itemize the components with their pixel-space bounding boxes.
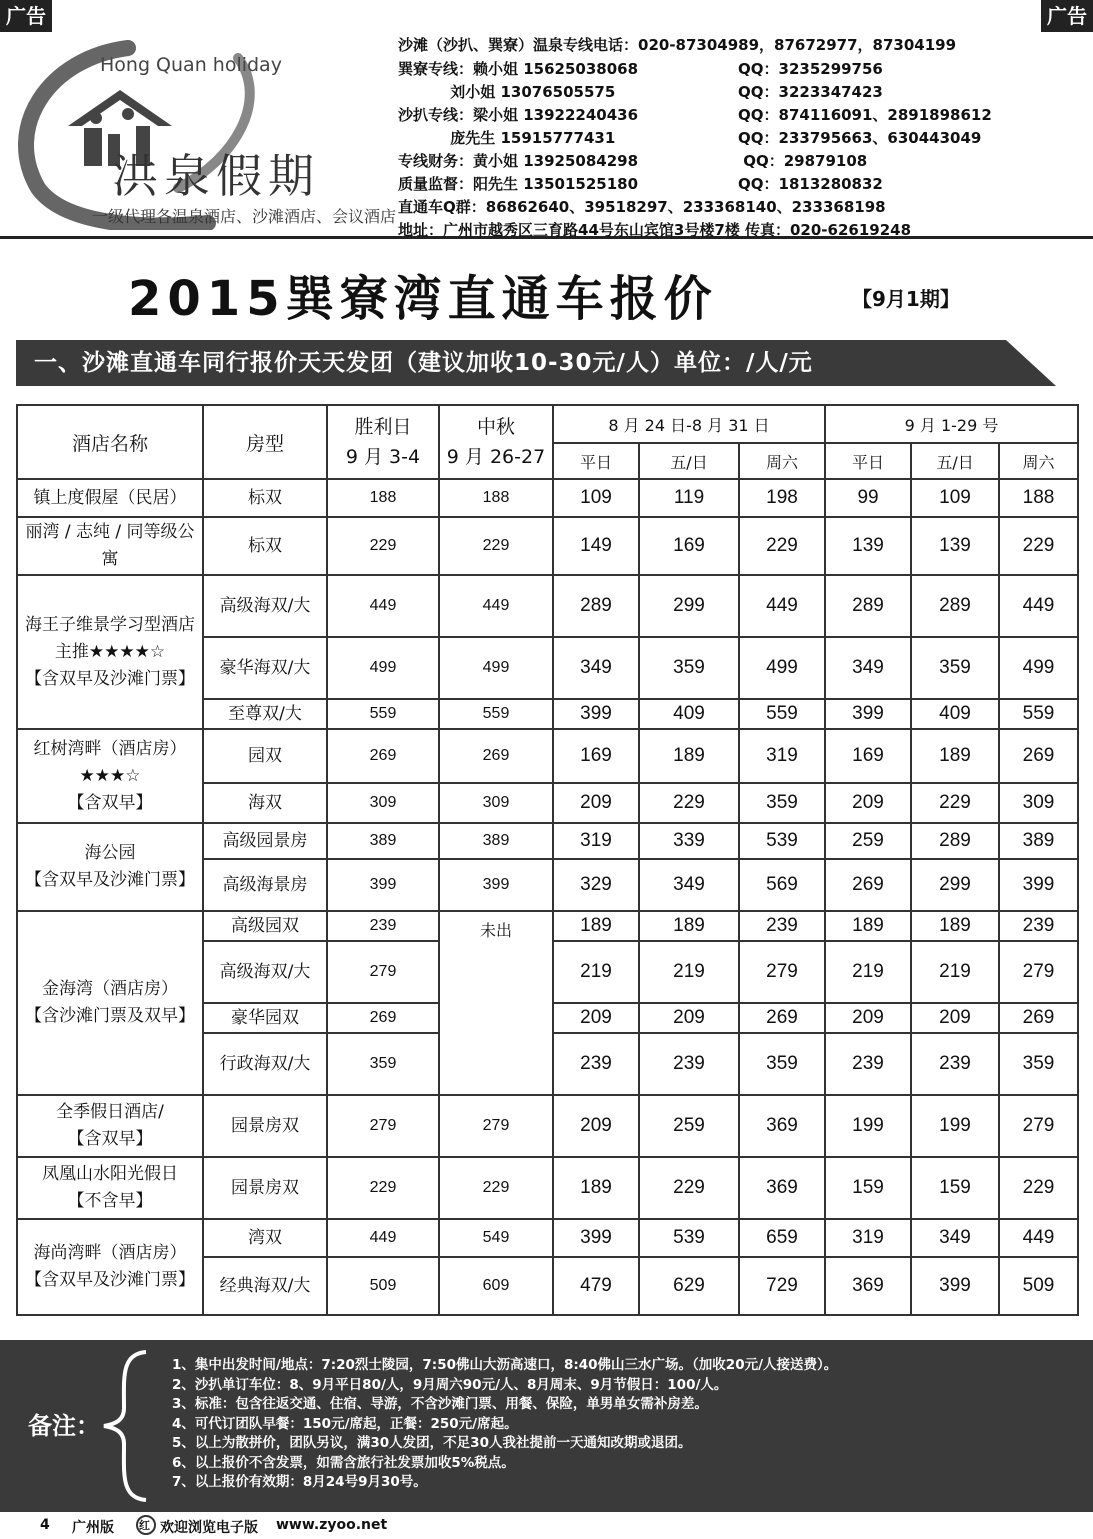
- price-aug-weekday: 189: [553, 1157, 639, 1219]
- price-sep-sat: 269: [999, 729, 1078, 783]
- price-sep-sat: 399: [999, 859, 1078, 911]
- title-main: 2015巽寮湾直通车报价: [128, 271, 718, 327]
- section-title: 一、沙滩直通车同行报价天天发团（建议加收10-30元/人）单位：/人/元: [34, 350, 813, 376]
- price-sep-frisun: 189: [911, 729, 999, 783]
- contact-line: 沙扒专线：梁小姐 13922240436: [398, 106, 639, 124]
- price-sep-sat: 449: [999, 1219, 1078, 1257]
- price-victory: 229: [327, 517, 439, 575]
- price-midautumn: 559: [439, 699, 553, 729]
- room-type: 高级园景房: [203, 823, 327, 859]
- contact-line: 沙滩（沙扒、巽寮）温泉专线电话：020-87304989，87672977，87304199: [398, 36, 957, 54]
- price-midautumn: 未出: [439, 911, 553, 1095]
- price-sep-weekday: 209: [825, 1003, 911, 1033]
- price-aug-sat: 449: [739, 575, 825, 637]
- table-row: [17, 575, 1078, 637]
- price-aug-weekday: 149: [553, 517, 639, 575]
- header-period-sep: 9 月 1-29 号: [825, 405, 1078, 443]
- hotel-name: 全季假日酒店/ 【含双早】: [17, 1095, 203, 1157]
- price-sep-weekday: 169: [825, 729, 911, 783]
- hotel-name: 红树湾畔（酒店房） ★★★☆ 【含双早】: [17, 729, 203, 823]
- price-aug-sat: 569: [739, 859, 825, 911]
- price-aug-sat: 729: [739, 1257, 825, 1315]
- room-type: 高级海双/大: [203, 575, 327, 637]
- contact-qq: QQ：1813280832: [738, 175, 883, 193]
- price-sep-weekday: 289: [825, 575, 911, 637]
- price-sep-sat: 188: [999, 479, 1078, 517]
- price-victory: 509: [327, 1257, 439, 1315]
- header-aug-sat: 周六: [739, 443, 825, 479]
- price-victory: 499: [327, 637, 439, 699]
- note-line: 6、以上报价不含发票，如需含旅行社发票加收5%税点。: [172, 1454, 515, 1471]
- notes-panel: [0, 1340, 1093, 1512]
- price-victory: 449: [327, 1219, 439, 1257]
- price-sep-sat: 559: [999, 699, 1078, 729]
- room-type: 园景房双: [203, 1157, 327, 1219]
- contact-qq: QQ：874116091、2891898612: [738, 106, 992, 124]
- price-aug-weekday: 169: [553, 729, 639, 783]
- price-aug-weekday: 329: [553, 859, 639, 911]
- price-sep-frisun: 359: [911, 637, 999, 699]
- price-aug-weekday: 399: [553, 1219, 639, 1257]
- page-footer: [0, 1512, 1093, 1538]
- brand-logo: [8, 38, 397, 230]
- room-type: 海双: [203, 783, 327, 823]
- price-aug-weekday: 209: [553, 783, 639, 823]
- price-sep-sat: 269: [999, 1003, 1078, 1033]
- price-aug-weekday: 189: [553, 911, 639, 941]
- price-aug-frisun: 359: [639, 637, 739, 699]
- price-victory: 359: [327, 1033, 439, 1095]
- price-aug-weekday: 209: [553, 1095, 639, 1157]
- header-sep-frisun: 五/日: [911, 443, 999, 479]
- room-type: 高级海双/大: [203, 941, 327, 1003]
- price-midautumn: 309: [439, 783, 553, 823]
- price-aug-sat: 369: [739, 1095, 825, 1157]
- note-line: 7、以上报价有效期：8月24号9月30号。: [172, 1474, 427, 1490]
- price-sep-frisun: 239: [911, 1033, 999, 1095]
- price-aug-frisun: 229: [639, 1157, 739, 1219]
- table-row: [17, 1219, 1078, 1257]
- price-aug-weekday: 239: [553, 1033, 639, 1095]
- price-aug-weekday: 109: [553, 479, 639, 517]
- price-aug-sat: 198: [739, 479, 825, 517]
- header-room: 房型: [203, 405, 327, 479]
- price-sep-frisun: 349: [911, 1219, 999, 1257]
- header-period-aug: 8 月 24 日-8 月 31 日: [553, 405, 825, 443]
- price-aug-sat: 239: [739, 911, 825, 941]
- header-midautumn-date: 9 月 26-27: [446, 446, 546, 468]
- price-sep-weekday: 219: [825, 941, 911, 1003]
- price-victory: 399: [327, 859, 439, 911]
- table-row: [17, 911, 1078, 941]
- contact-qq: QQ：3235299756: [738, 60, 883, 78]
- price-aug-frisun: 349: [639, 859, 739, 911]
- price-aug-frisun: 539: [639, 1219, 739, 1257]
- price-midautumn: 499: [439, 637, 553, 699]
- price-victory: 309: [327, 783, 439, 823]
- room-type: 园双: [203, 729, 327, 783]
- price-sep-weekday: 189: [825, 911, 911, 941]
- price-midautumn: 188: [439, 479, 553, 517]
- price-sep-weekday: 319: [825, 1219, 911, 1257]
- header-midautumn: [439, 405, 553, 479]
- price-sep-sat: 279: [999, 1095, 1078, 1157]
- price-aug-frisun: 339: [639, 823, 739, 859]
- price-sep-sat: 509: [999, 1257, 1078, 1315]
- price-sep-frisun: 209: [911, 1003, 999, 1033]
- header-aug-frisun: 五/日: [639, 443, 739, 479]
- price-aug-sat: 319: [739, 729, 825, 783]
- price-victory: 188: [327, 479, 439, 517]
- header-hotel: 酒店名称: [17, 405, 203, 479]
- price-sep-sat: 499: [999, 637, 1078, 699]
- price-aug-sat: 559: [739, 699, 825, 729]
- brand-name-en: Hong Quan holiday: [100, 54, 282, 76]
- room-type: 行政海双/大: [203, 1033, 327, 1095]
- brace-icon: [96, 1348, 156, 1504]
- notes-list: [172, 1356, 837, 1493]
- note-line: 2、沙扒单订车位：8、9月平日80/人，9月周六90元/人、8月周末、9月节假日：100/人。: [172, 1376, 728, 1393]
- contact-qq: QQ：3223347423: [738, 83, 883, 101]
- price-sep-weekday: 99: [825, 479, 911, 517]
- hotel-name: 海王子维景学习型酒店 主推★★★★☆ 【含双早及沙滩门票】: [17, 575, 203, 729]
- note-line: 5、以上为散拼价，团队另议，满30人发团，不足30人我社提前一天通知改期或退团。: [172, 1435, 692, 1451]
- header-victory-date: 9 月 3-4: [345, 446, 421, 468]
- red-badge-icon: [136, 1515, 156, 1539]
- hotel-name: 海尚湾畔（酒店房） 【含双早及沙滩门票】: [17, 1219, 203, 1315]
- brand-name-cn: 洪泉假期: [112, 149, 320, 203]
- price-victory: 239: [327, 911, 439, 941]
- website-link[interactable]: www.zyoo.net: [276, 1517, 388, 1533]
- room-type: 湾双: [203, 1219, 327, 1257]
- contact-line: 地址：广州市越秀区三育路44号东山宾馆3号楼7楼 传真：020-62619248: [398, 221, 912, 239]
- price-aug-sat: 279: [739, 941, 825, 1003]
- hotel-name: 镇上度假屋（民居）: [17, 479, 203, 517]
- price-sep-frisun: 189: [911, 911, 999, 941]
- price-aug-frisun: 229: [639, 783, 739, 823]
- price-sep-sat: 239: [999, 911, 1078, 941]
- header-sep-sat: 周六: [999, 443, 1078, 479]
- room-type: 豪华园双: [203, 1003, 327, 1033]
- red-badge-char: 红: [139, 1519, 150, 1532]
- header-victory: [327, 405, 439, 479]
- price-midautumn: 549: [439, 1219, 553, 1257]
- table-row: [17, 1095, 1078, 1157]
- price-sep-frisun: 409: [911, 699, 999, 729]
- price-sep-frisun: 399: [911, 1257, 999, 1315]
- price-victory: 559: [327, 699, 439, 729]
- price-table: [16, 404, 1079, 1316]
- header-sep-weekday: 平日: [825, 443, 911, 479]
- price-victory: 389: [327, 823, 439, 859]
- section-banner: [16, 340, 1056, 386]
- price-aug-sat: 539: [739, 823, 825, 859]
- price-sep-frisun: 159: [911, 1157, 999, 1219]
- hotel-name: 金海湾（酒店房） 【含沙滩门票及双早】: [17, 911, 203, 1095]
- table-row: [17, 823, 1078, 859]
- price-aug-sat: 229: [739, 517, 825, 575]
- price-aug-weekday: 219: [553, 941, 639, 1003]
- price-sep-sat: 309: [999, 783, 1078, 823]
- price-aug-frisun: 409: [639, 699, 739, 729]
- price-midautumn: 229: [439, 1157, 553, 1219]
- price-sep-sat: 359: [999, 1033, 1078, 1095]
- notes-label: 备注：: [28, 1412, 100, 1440]
- price-aug-frisun: 169: [639, 517, 739, 575]
- price-aug-weekday: 209: [553, 1003, 639, 1033]
- price-aug-frisun: 189: [639, 911, 739, 941]
- price-victory: 229: [327, 1157, 439, 1219]
- header-midautumn-label: 中秋: [476, 416, 515, 438]
- room-type: 标双: [203, 517, 327, 575]
- price-aug-frisun: 219: [639, 941, 739, 1003]
- price-sep-sat: 279: [999, 941, 1078, 1003]
- price-sep-weekday: 209: [825, 783, 911, 823]
- contact-line: 庞先生 15915777431: [398, 129, 616, 147]
- table-row: [17, 517, 1078, 575]
- price-sep-weekday: 239: [825, 1033, 911, 1095]
- header-victory-label: 胜利日: [354, 416, 412, 438]
- price-midautumn: 269: [439, 729, 553, 783]
- price-sep-weekday: 269: [825, 859, 911, 911]
- header-aug-weekday: 平日: [553, 443, 639, 479]
- hotel-name: 海公园 【含双早及沙滩门票】: [17, 823, 203, 911]
- price-midautumn: 399: [439, 859, 553, 911]
- price-aug-frisun: 629: [639, 1257, 739, 1315]
- price-sep-sat: 229: [999, 1157, 1078, 1219]
- price-aug-sat: 499: [739, 637, 825, 699]
- ad-tag-right: 广告: [1041, 0, 1093, 32]
- price-sep-frisun: 289: [911, 823, 999, 859]
- price-sep-frisun: 139: [911, 517, 999, 575]
- price-aug-weekday: 319: [553, 823, 639, 859]
- price-sep-frisun: 219: [911, 941, 999, 1003]
- price-sep-frisun: 229: [911, 783, 999, 823]
- table-row: [17, 729, 1078, 783]
- table-row: [17, 1157, 1078, 1219]
- room-type: 高级海景房: [203, 859, 327, 911]
- brand-slogan: 一级代理各温泉酒店、沙滩酒店、会议酒店: [92, 207, 397, 226]
- price-sep-frisun: 289: [911, 575, 999, 637]
- price-aug-sat: 269: [739, 1003, 825, 1033]
- note-line: 4、可代订团队早餐：150元/席起，正餐：250元/席起。: [172, 1415, 518, 1432]
- hotel-name: 丽湾 / 志纯 / 同等级公寓: [17, 517, 203, 575]
- price-aug-sat: 659: [739, 1219, 825, 1257]
- page-title: [0, 268, 1093, 330]
- contact-line: 质量监督：阳先生 13501525180: [398, 175, 639, 193]
- edition-label: 广州版: [72, 1520, 114, 1536]
- price-sep-weekday: 349: [825, 637, 911, 699]
- price-sep-frisun: 199: [911, 1095, 999, 1157]
- room-type: 高级园双: [203, 911, 327, 941]
- price-aug-weekday: 289: [553, 575, 639, 637]
- welcome-text: 欢迎浏览电子版: [160, 1520, 258, 1536]
- contact-line: 专线财务：黄小姐 13925084298: [398, 152, 639, 170]
- price-aug-frisun: 239: [639, 1033, 739, 1095]
- room-type: 豪华海双/大: [203, 637, 327, 699]
- room-type: 园景房双: [203, 1095, 327, 1157]
- price-victory: 449: [327, 575, 439, 637]
- contact-line: 直通车Q群：86862640、39518297、233368140、233368198: [398, 198, 886, 216]
- price-aug-weekday: 399: [553, 699, 639, 729]
- price-midautumn: 389: [439, 823, 553, 859]
- room-type: 标双: [203, 479, 327, 517]
- price-aug-sat: 359: [739, 1033, 825, 1095]
- price-aug-weekday: 479: [553, 1257, 639, 1315]
- price-aug-weekday: 349: [553, 637, 639, 699]
- note-line: 1、集中出发时间/地点：7:20烈士陵园，7:50佛山大沥高速口，8:40佛山三水广场。（加收20元/人接送费）。: [172, 1357, 838, 1373]
- price-midautumn: 449: [439, 575, 553, 637]
- price-sep-sat: 229: [999, 517, 1078, 575]
- price-aug-frisun: 299: [639, 575, 739, 637]
- price-sep-sat: 389: [999, 823, 1078, 859]
- title-issue: 【9月1期】: [852, 287, 960, 311]
- hotel-name: 凤凰山水阳光假日 【不含早】: [17, 1157, 203, 1219]
- price-aug-frisun: 189: [639, 729, 739, 783]
- price-victory: 269: [327, 729, 439, 783]
- price-sep-weekday: 159: [825, 1157, 911, 1219]
- price-sep-weekday: 139: [825, 517, 911, 575]
- price-sep-frisun: 299: [911, 859, 999, 911]
- price-aug-frisun: 209: [639, 1003, 739, 1033]
- price-aug-frisun: 119: [639, 479, 739, 517]
- note-line: 3、标准：包含往返交通、住宿、导游，不含沙滩门票、用餐、保险，单男单女需补房差。: [172, 1396, 708, 1412]
- table-row: [17, 479, 1078, 517]
- price-aug-frisun: 259: [639, 1095, 739, 1157]
- price-aug-sat: 369: [739, 1157, 825, 1219]
- price-midautumn: 229: [439, 517, 553, 575]
- contact-line: 刘小姐 13076505575: [398, 83, 616, 101]
- price-sep-frisun: 109: [911, 479, 999, 517]
- price-aug-sat: 359: [739, 783, 825, 823]
- price-victory: 279: [327, 941, 439, 1003]
- price-victory: 269: [327, 1003, 439, 1033]
- price-victory: 279: [327, 1095, 439, 1157]
- contact-line: 巽寮专线：赖小姐 15625038068: [398, 60, 639, 78]
- price-midautumn: 609: [439, 1257, 553, 1315]
- price-sep-weekday: 259: [825, 823, 911, 859]
- room-type: 经典海双/大: [203, 1257, 327, 1315]
- contact-qq: QQ：29879108: [738, 152, 868, 170]
- price-sep-sat: 449: [999, 575, 1078, 637]
- price-sep-weekday: 369: [825, 1257, 911, 1315]
- page-number: 4: [40, 1517, 50, 1533]
- ad-tag-left: 广告: [0, 0, 52, 32]
- contact-qq: QQ：233795663、630443049: [738, 129, 982, 147]
- price-midautumn: 279: [439, 1095, 553, 1157]
- room-type: 至尊双/大: [203, 699, 327, 729]
- price-sep-weekday: 199: [825, 1095, 911, 1157]
- price-sep-weekday: 399: [825, 699, 911, 729]
